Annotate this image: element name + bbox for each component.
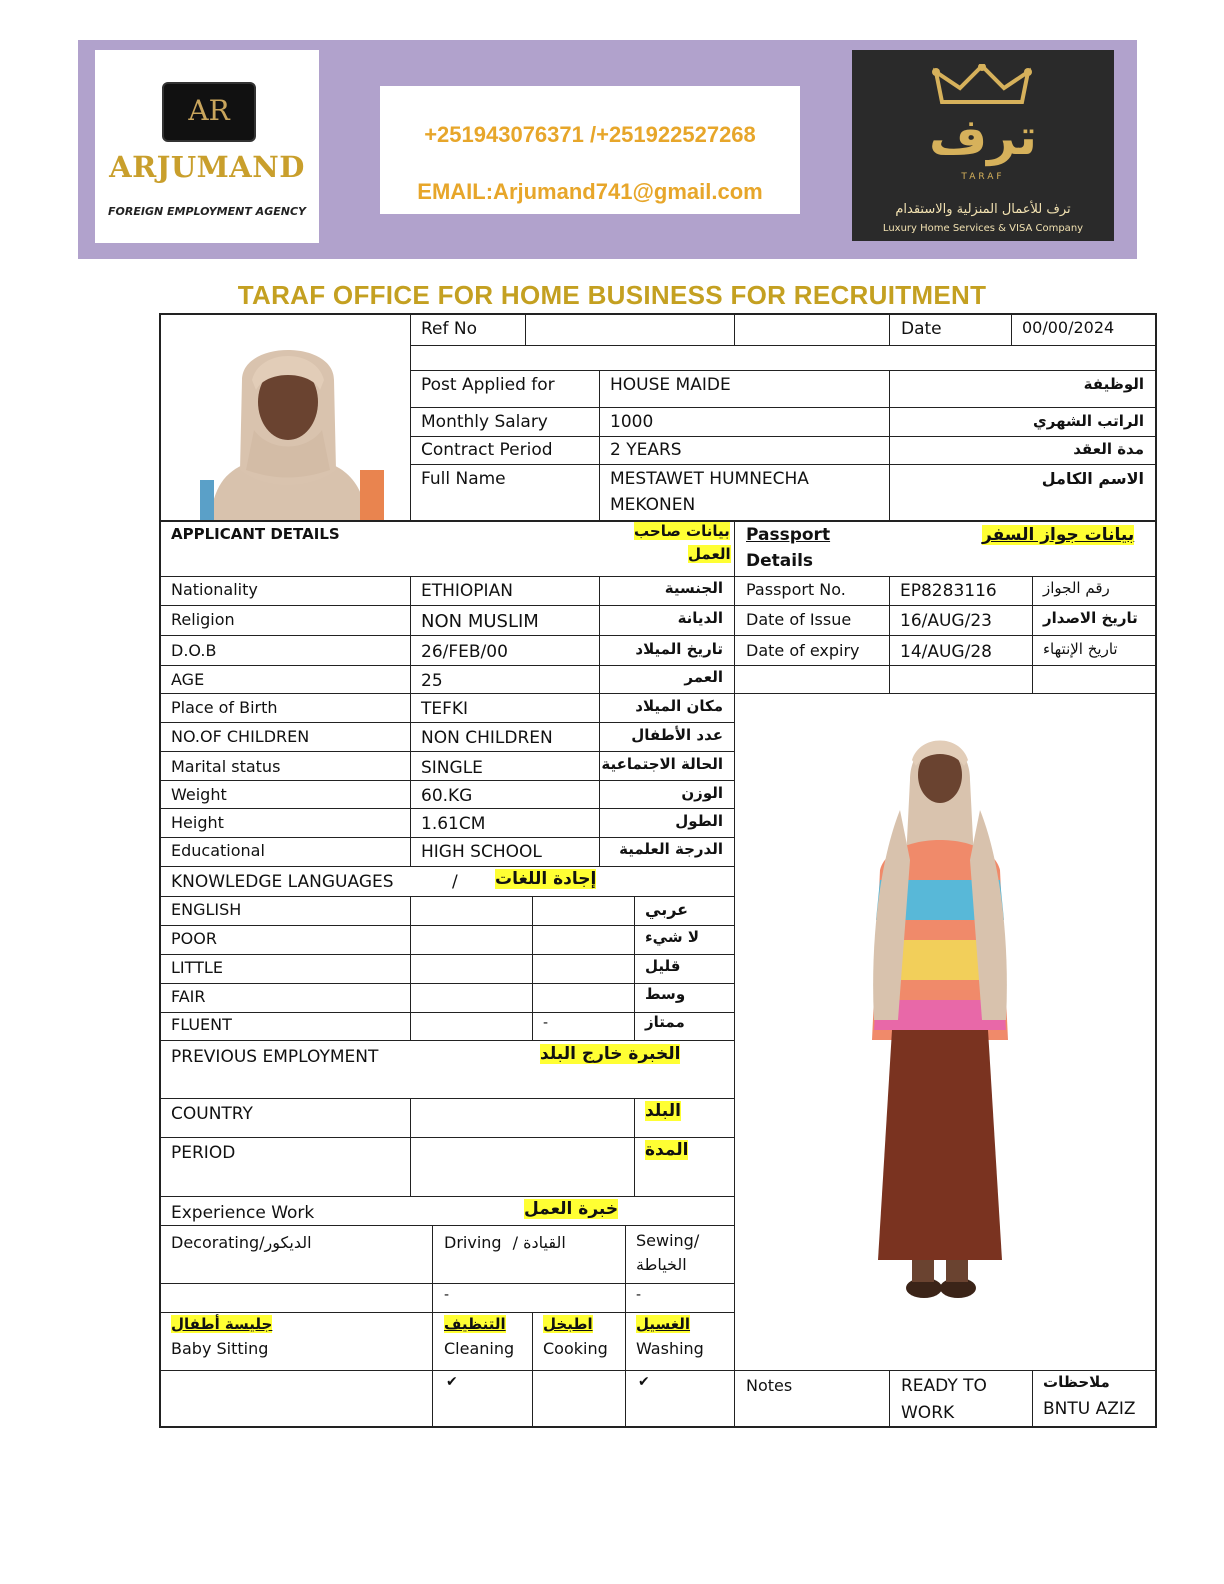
applicant-portrait-photo xyxy=(170,320,406,520)
height-label: Height xyxy=(171,813,224,832)
marital-status-label: Marital status xyxy=(171,757,281,776)
portrait-image xyxy=(170,320,406,520)
crown-icon xyxy=(932,64,1032,106)
languages-arabic xyxy=(495,869,596,889)
educational-arabic: الدرجة العلمية xyxy=(619,840,723,858)
period-arabic-text: المدة xyxy=(645,1140,689,1160)
baby-sitting-arabic-text: جليسة أطفال xyxy=(171,1315,273,1333)
contract-period-arabic: مدة العقد xyxy=(1073,440,1144,458)
lang-fluent-mark: - xyxy=(543,1015,549,1031)
monthly-salary-arabic: الراتب الشهري xyxy=(1033,412,1144,430)
date-value: 00/00/2024 xyxy=(1022,318,1115,337)
sewing-mark: - xyxy=(636,1287,642,1303)
ref-no-label: Ref No xyxy=(421,319,478,339)
experience-work-arabic xyxy=(524,1199,618,1219)
cooking-arabic-text: اطبخل xyxy=(543,1315,593,1333)
baby-sitting-arabic xyxy=(171,1315,272,1333)
lang-poor-arabic: لا شيء xyxy=(645,928,699,946)
post-applied-value: HOUSE MAIDE xyxy=(610,375,731,395)
age-arabic: العمر xyxy=(684,668,723,686)
dob-arabic: تاريخ الميلاد xyxy=(635,640,723,658)
full-name-arabic: الاسم الكامل xyxy=(1041,469,1144,488)
washing-arabic xyxy=(636,1315,690,1333)
marital-status-value: SINGLE xyxy=(421,758,483,778)
post-applied-label: Post Applied for xyxy=(421,375,555,395)
passport-details-arabic xyxy=(982,525,1134,545)
sewing-label: Sewing/ xyxy=(636,1231,700,1250)
lang-little-label: LITTLE xyxy=(171,958,223,977)
date-of-expiry-value: 14/AUG/28 xyxy=(900,642,992,662)
driving-text: Driving xyxy=(444,1233,502,1252)
applicant-details-arabic-2: العمل xyxy=(688,545,731,563)
full-name-value-line1: MESTAWET HUMNECHA xyxy=(610,469,809,489)
weight-value: 60.KG xyxy=(421,786,473,806)
cleaning-check-icon: ✔ xyxy=(446,1374,458,1390)
languages-slash: / xyxy=(452,872,458,892)
religion-value: NON MUSLIM xyxy=(421,611,539,632)
lang-english-label: ENGLISH xyxy=(171,900,242,919)
place-of-birth-arabic: مكان الميلاد xyxy=(635,697,723,715)
weight-label: Weight xyxy=(171,785,227,804)
religion-arabic: الديانة xyxy=(677,609,723,627)
passport-details-heading-2: Details xyxy=(746,551,814,571)
notes-value-line1: READY TO xyxy=(901,1376,987,1396)
age-label: AGE xyxy=(171,670,205,689)
contract-period-value: 2 YEARS xyxy=(610,440,682,460)
previous-employment-heading: PREVIOUS EMPLOYMENT xyxy=(171,1047,379,1067)
page-title: TARAF OFFICE FOR HOME BUSINESS FOR RECRUITMENT xyxy=(237,280,987,310)
cooking-arabic xyxy=(543,1315,593,1333)
email-address: EMAIL:Arjumand741@gmail.com xyxy=(417,179,763,204)
nationality-label: Nationality xyxy=(171,580,258,599)
notes-arabic: ملاحظات xyxy=(1043,1373,1110,1391)
period-label: PERIOD xyxy=(171,1143,236,1163)
full-body-image xyxy=(840,720,1030,1320)
monthly-salary-value: 1000 xyxy=(610,412,654,432)
baby-sitting-label: Baby Sitting xyxy=(171,1339,269,1358)
children-value: NON CHILDREN xyxy=(421,728,553,748)
height-arabic: الطول xyxy=(675,812,723,830)
passport-no-arabic: رقم الجواز xyxy=(1043,579,1110,597)
washing-check-icon: ✔ xyxy=(638,1374,650,1390)
washing-label: Washing xyxy=(636,1339,704,1358)
languages-heading: KNOWLEDGE LANGUAGES xyxy=(171,872,394,892)
nationality-value: ETHIOPIAN xyxy=(421,581,513,601)
children-label: NO.OF CHILDREN xyxy=(171,727,310,746)
lang-fair-label: FAIR xyxy=(171,987,206,1006)
passport-details-arabic-text: بيانات جواز السفر xyxy=(982,525,1135,545)
lang-fluent-label: FLUENT xyxy=(171,1015,232,1034)
weight-arabic: الوزن xyxy=(681,784,723,802)
date-label: Date xyxy=(901,319,942,339)
sewing-arabic: الخياطة xyxy=(636,1255,687,1274)
place-of-birth-label: Place of Birth xyxy=(171,698,278,717)
arjumand-logo xyxy=(95,50,319,243)
taraf-logo-english: Luxury Home Services & VISA Company xyxy=(882,223,1084,234)
country-arabic-text: البلد xyxy=(645,1101,681,1121)
experience-work-arabic-text: خبرة العمل xyxy=(524,1199,619,1219)
cleaning-arabic xyxy=(444,1315,506,1333)
cleaning-arabic-text: التنظيف xyxy=(444,1315,506,1333)
lang-little-arabic: قليل xyxy=(645,957,681,975)
notes-extra: BNTU AZIZ xyxy=(1043,1399,1136,1419)
date-of-expiry-arabic: تاريخ الإنتهاء xyxy=(1043,640,1118,658)
taraf-logo-mark: ترف xyxy=(929,108,1037,166)
phone-numbers: +251943076371 /+251922527268 xyxy=(424,122,756,147)
nationality-arabic: الجنسية xyxy=(664,579,723,597)
applicant-details-heading: APPLICANT DETAILS xyxy=(171,525,340,543)
post-applied-arabic: الوظيفة xyxy=(1083,375,1144,393)
applicant-details-arabic xyxy=(634,522,730,540)
passport-no-value: EP8283116 xyxy=(900,581,997,601)
country-label: COUNTRY xyxy=(171,1104,253,1124)
lang-poor-label: POOR xyxy=(171,929,217,948)
date-of-issue-arabic: تاريخ الاصدار xyxy=(1043,609,1138,627)
driving-mark: - xyxy=(444,1287,450,1303)
place-of-birth-value: TEFKI xyxy=(421,699,469,719)
contact-box xyxy=(380,86,800,214)
taraf-logo-arabic: ترف للأعمال المنزلية والاستقدام xyxy=(895,202,1071,217)
age-value: 25 xyxy=(421,671,443,691)
notes-value-line2: WORK xyxy=(901,1403,955,1423)
lang-english-arabic: عربي xyxy=(645,900,689,919)
driving-label xyxy=(444,1233,566,1252)
full-name-label: Full Name xyxy=(421,469,506,489)
lang-fair-arabic: وسط xyxy=(645,985,686,1003)
decorating-label xyxy=(171,1233,312,1252)
educational-value: HIGH SCHOOL xyxy=(421,842,542,862)
decorating-text: Decorating/ xyxy=(171,1233,265,1252)
notes-label: Notes xyxy=(746,1376,793,1395)
lang-fluent-arabic: ممتاز xyxy=(645,1013,685,1031)
height-value: 1.61CM xyxy=(421,814,486,834)
cooking-label: Cooking xyxy=(543,1339,608,1358)
contract-period-label: Contract Period xyxy=(421,440,553,460)
marital-status-arabic: الحالة الاجتماعية xyxy=(601,755,723,773)
taraf-logo-name: TARAF xyxy=(961,172,1005,182)
monthly-salary-label: Monthly Salary xyxy=(421,412,548,432)
educational-label: Educational xyxy=(171,841,265,860)
driving-arabic: القيادة xyxy=(523,1233,566,1252)
dob-label: D.O.B xyxy=(171,641,217,660)
arjumand-logo-mark xyxy=(162,82,256,142)
children-arabic: عدد الأطفال xyxy=(631,726,723,744)
languages-arabic-text: إجادة اللغات xyxy=(495,869,597,889)
passport-details-heading-1: Passport xyxy=(746,525,831,545)
applicant-details-arabic-line2 xyxy=(688,545,731,563)
cleaning-label: Cleaning xyxy=(444,1339,515,1358)
country-arabic xyxy=(645,1101,681,1121)
previous-employment-arabic-text: الخبرة خارج البلد xyxy=(540,1044,681,1064)
period-arabic xyxy=(645,1140,688,1160)
applicant-details-arabic-1: بيانات صاحب xyxy=(634,522,730,540)
passport-no-label: Passport No. xyxy=(746,580,846,599)
driving-slash: / xyxy=(512,1233,519,1252)
arjumand-logo-mark-text: AR xyxy=(188,94,230,127)
decorating-arabic: الديكور xyxy=(264,1233,312,1252)
previous-employment-arabic xyxy=(540,1044,680,1064)
taraf-logo xyxy=(852,50,1114,241)
full-name-value-line2: MEKONEN xyxy=(610,495,696,515)
experience-work-heading: Experience Work xyxy=(171,1203,315,1223)
applicant-full-body-photo xyxy=(840,720,1030,1320)
dob-value: 26/FEB/00 xyxy=(421,642,508,662)
religion-label: Religion xyxy=(171,610,235,629)
arjumand-brand-name: ARJUMAND xyxy=(109,150,305,184)
washing-arabic-text: الغسيل xyxy=(636,1315,691,1333)
date-of-issue-value: 16/AUG/23 xyxy=(900,611,992,631)
arjumand-tagline: FOREIGN EMPLOYMENT AGENCY xyxy=(108,205,306,218)
date-of-issue-label: Date of Issue xyxy=(746,610,852,629)
date-of-expiry-label: Date of expiry xyxy=(746,641,860,660)
